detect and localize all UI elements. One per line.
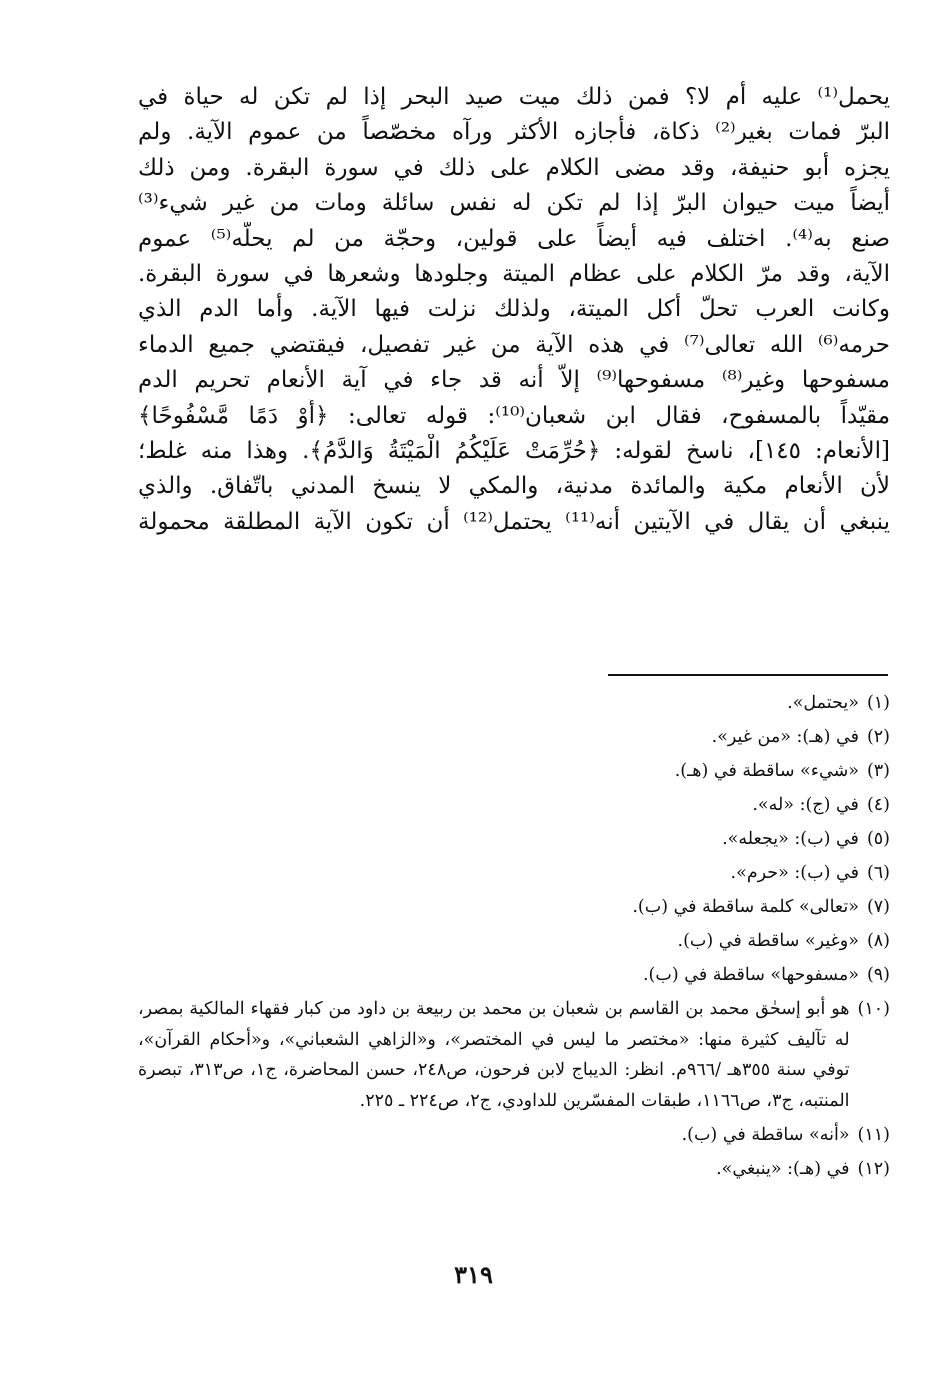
footnote-1 (138, 686, 890, 720)
footnote-number: (٣) (866, 761, 890, 781)
page-number: ٣١٩ (454, 1260, 493, 1289)
footnote-number: (٤) (866, 795, 890, 815)
footnote-5 (138, 822, 890, 856)
footnote-7 (138, 890, 890, 924)
footnote-11 (138, 1118, 890, 1152)
text-line: ينبغي أن يقال في الآيتين أنه⁽¹¹⁾ يحتمل⁽¹²⁾ أن تكون الآية المطلقة محمولة (138, 508, 890, 535)
footnote-number: (١) (866, 693, 890, 713)
text-line: الآية، وقد مرّ الكلام على عظام الميتة وجلودها وشعرها في سورة البقرة. (138, 260, 890, 287)
footnote-4 (138, 788, 890, 822)
footnote-8 (138, 924, 890, 958)
footnotes (138, 686, 890, 1186)
footnote-10 (138, 994, 890, 1116)
footnote-number: (١١) (857, 1125, 890, 1145)
text-line: حرمه⁽⁶⁾ الله تعالى⁽⁷⁾ في هذه الآية من غير تفصيل، فيقتضي جميع الدماء (138, 331, 890, 358)
footnote-text: «تعالى» كلمة ساقطة في (ب). (632, 897, 859, 917)
footnote-3 (138, 754, 890, 788)
text-line: أيضاً ميت حيوان البرّ إذا لم تكن له نفس سائلة ومات من غير شيء⁽³⁾ (138, 190, 890, 217)
footnote-text: في (ب): «حرم». (730, 863, 859, 883)
text-line: البرّ فمات بغير⁽²⁾ ذكاة، فأجازه الأكثر ورآه مخصّصاً من عموم الآية. ولم (138, 119, 890, 146)
footnote-text: «أنه» ساقطة في (ب). (681, 1125, 850, 1145)
text-line: [الأنعام: ١٤٥]، ناسخ لقوله: ﴿حُرِّمَتْ عَلَيْكُمُ الْمَيْتَةُ وَالدَّمُ﴾. وهذا منه غلط؛ (138, 437, 890, 464)
footnote-text: في (هـ): «من غير». (711, 727, 859, 747)
text-line: صنع به⁽⁴⁾. اختلف فيه أيضاً على قولين، وحجّة من لم يحلّه⁽⁵⁾ عموم (138, 225, 890, 252)
footnote-text: «مسفوحها» ساقطة في (ب). (642, 965, 859, 985)
footnote-number: (٩) (866, 965, 890, 985)
text-line: يجزه أبو حنيفة، وقد مضى الكلام على ذلك في سورة البقرة. ومن ذلك (138, 154, 890, 181)
footnote-text: في (هـ): «ينبغي». (716, 1159, 850, 1179)
footnote-9 (138, 958, 890, 992)
footnote-text: هو أبو إسحٰق محمد بن القاسم بن شعبان بن محمد بن ربيعة بن داود من كبار فقهاء المالكية بمصر، له تآليف كثيرة منها: «مختصر ما ليس في المختصر»، و«الزاهي الشعباني»، و«أحكام القرآن»، توفي سنة ٣٥٥هـ /٩٦٦م. انظر: الديباج لابن فرحون، ص٢٤٨، حسن المحاضرة، ج١، ص٣١٣، تبصرة المنتبه، ج٣، ص١١٦٦، طبقات المفسّرين للداودي، ج٢، ص٢٢٤ ـ ٢٢٥. (138, 999, 850, 1111)
text-line: مسفوحها وغير⁽⁸⁾ مسفوحها⁽⁹⁾ إلاّ أنه قد جاء في آية الأنعام تحريم الدم (138, 367, 890, 394)
footnote-number: (١٠) (857, 999, 890, 1019)
footnote-text: في (ب): «يجعله». (722, 829, 859, 849)
text-line: لأن الأنعام مكية والمائدة مدنية، والمكي لا ينسخ المدني باتّفاق. والذي (138, 473, 890, 500)
text-line: يحمل⁽¹⁾ عليه أم لا؟ فمن ذلك ميت صيد البحر إذا لم تكن له حياة في (138, 84, 890, 110)
footnote-text: «يحتمل». (787, 693, 859, 713)
footnote-12 (138, 1152, 890, 1186)
footnote-number: (١٢) (857, 1159, 890, 1179)
footnote-number: (٨) (866, 931, 890, 951)
footnote-number: (٧) (866, 897, 890, 917)
footnote-separator (608, 674, 888, 676)
footnote-2 (138, 720, 890, 754)
text-line: وكانت العرب تحلّ أكل الميتة، ولذلك نزلت فيها الآية. وأما الدم الذي (138, 296, 890, 323)
footnote-text: «شيء» ساقطة في (هـ). (674, 761, 859, 781)
footnote-number: (٢) (866, 727, 890, 747)
main-text (138, 80, 890, 540)
text-line: مقيّداً بالمسفوح، فقال ابن شعبان⁽¹⁰⁾: قوله تعالى: ﴿أَوْ دَمًا مَّسْفُوحًا﴾ (138, 402, 890, 429)
footnote-text: «وغير» ساقطة في (ب). (677, 931, 859, 951)
footnote-6 (138, 856, 890, 890)
footnote-text: في (ج): «له». (752, 795, 859, 815)
footnote-number: (٥) (866, 829, 890, 849)
footnote-number: (٦) (866, 863, 890, 883)
